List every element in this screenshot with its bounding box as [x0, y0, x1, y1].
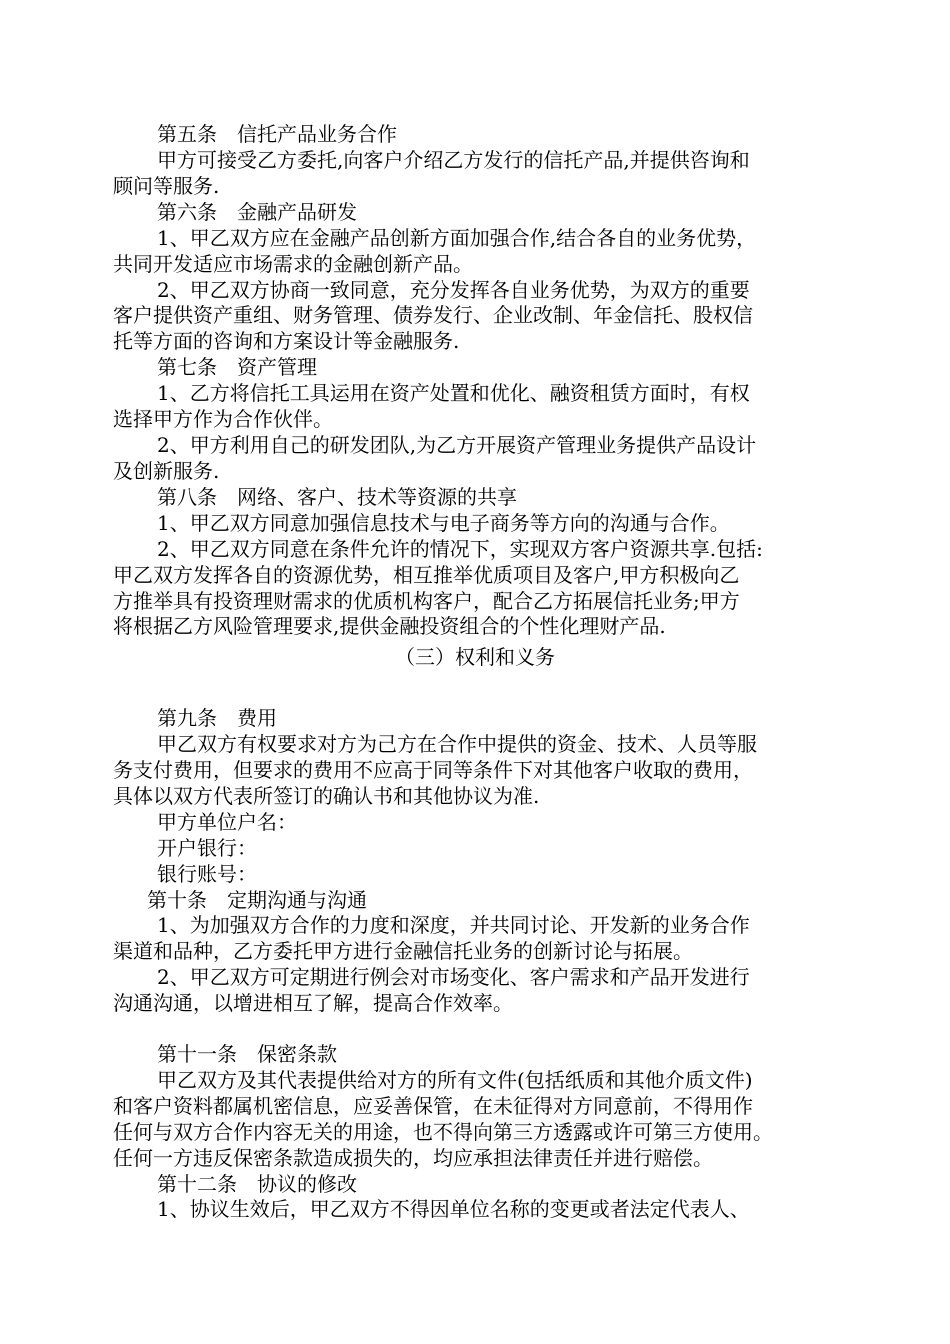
body-line: 将根据乙方风险管理要求,提供金融投资组合的个性化理财产品.: [113, 614, 666, 638]
body-line: 2、甲方利用自己的研发团队,为乙方开展资产管理业务提供产品设计: [157, 433, 757, 457]
body-line: 1、乙方将信托工具运用在资产处置和优化、融资租赁方面时，有权: [157, 381, 750, 405]
body-line: 选择甲方作为合作伙伴。: [113, 407, 333, 431]
body-line: 及创新服务.: [113, 459, 220, 483]
body-line: 沟通沟通，以增进相互了解，提高合作效率。: [113, 991, 513, 1015]
body-line: 托等方面的咨询和方案设计等金融服务.: [113, 329, 460, 353]
body-line: 和客户资料都属机密信息，应妥善保管，在未征得对方同意前，不得用作: [113, 1094, 753, 1118]
bank-name-label: 开户银行：: [157, 836, 257, 860]
body-line: 2、甲乙双方可定期进行例会对市场变化、客户需求和产品开发进行: [157, 965, 750, 989]
body-line: 任何与双方合作内容无关的用途，也不得向第三方透露或许可第三方使用。: [113, 1120, 773, 1144]
bank-account-label: 银行账号：: [157, 862, 257, 886]
body-line: 1、甲乙双方同意加强信息技术与电子商务等方向的沟通与合作。: [157, 511, 730, 535]
body-line: 1、甲乙双方应在金融产品创新方面加强合作,结合各自的业务优势，: [157, 226, 757, 250]
body-line: 1、为加强双方合作的力度和深度，并共同讨论、开发新的业务合作: [157, 913, 750, 937]
body-line: 1、协议生效后，甲乙双方不得因单位名称的变更或者法定代表人、: [157, 1197, 750, 1221]
account-name-label: 甲方单位户名：: [157, 810, 297, 834]
body-line: 渠道和品种，乙方委托甲方进行金融信托业务的创新讨论与拓展。: [113, 939, 693, 963]
article-11-heading: 第十一条 保密条款: [157, 1042, 337, 1066]
article-5-heading: 第五条 信托产品业务合作: [157, 122, 397, 146]
body-line: 2、甲乙双方同意在条件允许的情况下，实现双方客户资源共享.包括:: [157, 537, 763, 561]
article-7-heading: 第七条 资产管理: [157, 355, 317, 379]
article-12-heading: 第十二条 协议的修改: [157, 1172, 357, 1196]
body-line: 共同开发适应市场需求的金融创新产品。: [113, 252, 473, 276]
body-line: 务支付费用，但要求的费用不应高于同等条件下对其他客户收取的费用，: [113, 758, 753, 782]
article-9-heading: 第九条 费用: [157, 706, 277, 730]
article-10-heading: 第十条 定期沟通与沟通: [147, 888, 367, 912]
body-line: 甲乙双方及其代表提供给对方的所有文件(包括纸质和其他介质文件): [157, 1068, 753, 1092]
body-line: 客户提供资产重组、财务管理、债券发行、企业改制、年金信托、股权信: [113, 303, 753, 327]
body-line: 甲乙双方有权要求对方为己方在合作中提供的资金、技术、人员等服: [157, 732, 757, 756]
article-6-heading: 第六条 金融产品研发: [157, 200, 357, 224]
body-line: 2、甲乙双方协商一致同意，充分发挥各自业务优势，为双方的重要: [157, 278, 750, 302]
body-line: 甲乙双方发挥各自的资源优势，相互推举优质项目及客户,甲方积极向乙: [113, 563, 740, 587]
body-line: 甲方可接受乙方委托,向客户介绍乙方发行的信托产品,并提供咨询和: [157, 148, 750, 172]
body-line: 任何一方违反保密条款造成损失的，均应承担法律责任并进行赔偿。: [113, 1146, 713, 1170]
article-8-heading: 第八条 网络、客户、技术等资源的共享: [157, 485, 517, 509]
body-line: 具体以双方代表所签订的确认书和其他协议为准.: [113, 784, 540, 808]
body-line: 顾问等服务.: [113, 174, 220, 198]
body-line: 方推举具有投资理财需求的优质机构客户，配合乙方拓展信托业务;甲方: [113, 589, 740, 613]
section-3-heading: （三）权利和义务: [395, 645, 555, 669]
